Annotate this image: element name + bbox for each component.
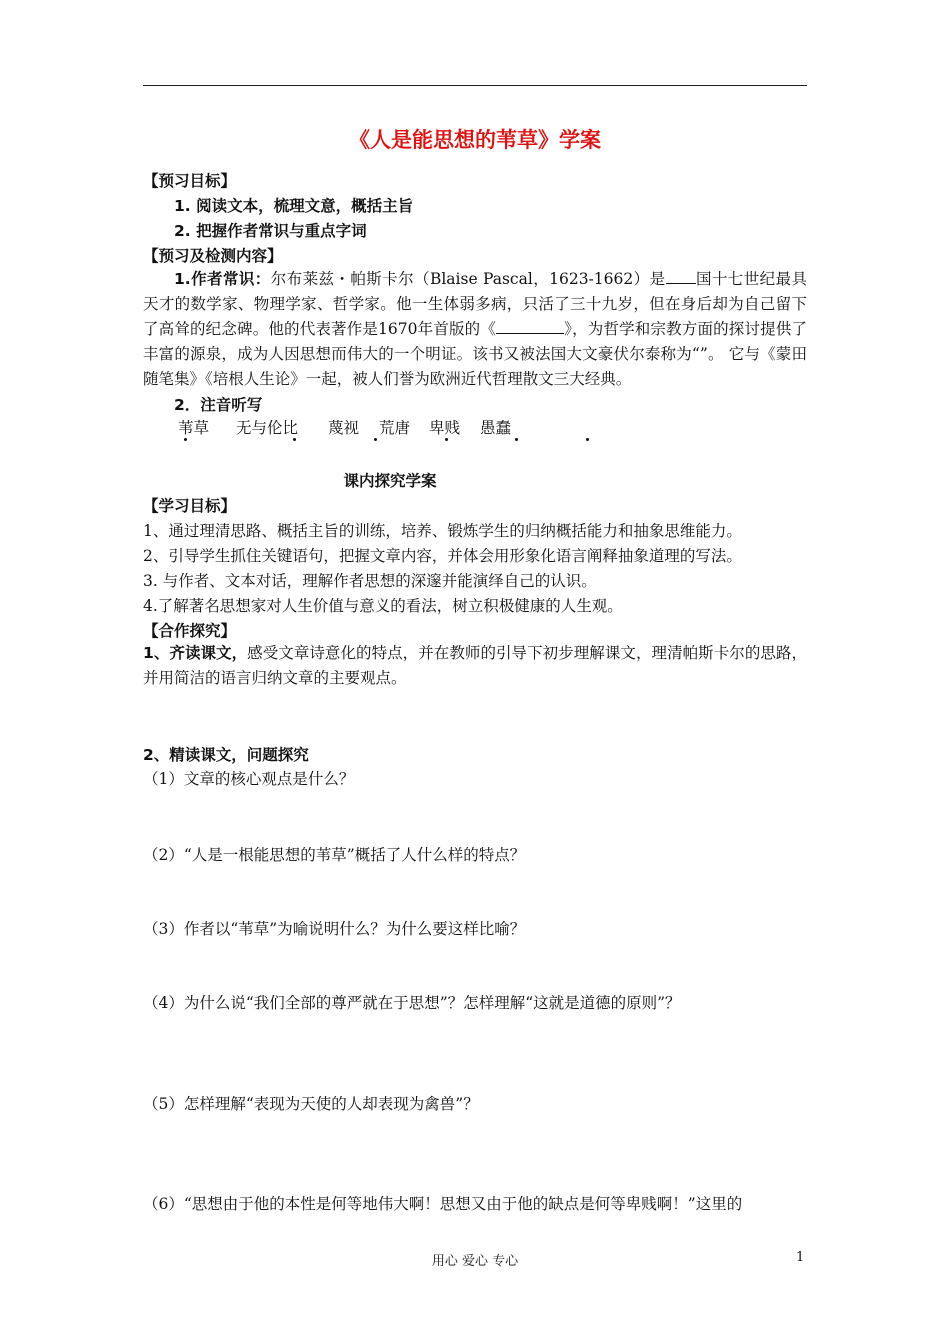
emphasis-dot xyxy=(178,416,193,436)
coop1-text: 感受文章诗意化的特点，并在教师的引导下初步理解课文，理清帕斯卡尔的思路，并用简洁的语言归纳文章的主要观点。 xyxy=(143,644,807,687)
emphasis-dot xyxy=(368,416,383,436)
author-text: 国十七世纪最具天才的数学家、物理学家、哲学家。他一生体弱多病，只活了三十九岁，但在身后却为自己留下了高耸的纪念碑。他的代表著作是1670年首版的《 xyxy=(143,270,807,338)
preview-goal-item: 2. 把握作者常识与重点字词 xyxy=(174,222,367,240)
question-item: （6）“思想由于他的本性是何等地伟大啊！思想又由于他的缺点是何等卑贱啊！”这里的 xyxy=(143,1195,743,1213)
coop1-paragraph xyxy=(143,641,807,691)
question-item: （2）“人是一根能思想的苇草”概括了人什么样的特点？ xyxy=(143,846,526,864)
learning-goal-item: 4.了解著名思想家对人生价值与意义的看法，树立积极健康的人生观。 xyxy=(143,597,623,615)
author-text: ”。 它与《蒙田随笔集》《培根人生论》一起，被人们誉为欧洲近代哲理散文三大经典。 xyxy=(143,345,807,388)
word-item: 无与伦比 xyxy=(236,419,299,437)
question-item: （3）作者以“苇草”为喻说明什么？为什么要这样比喻？ xyxy=(143,920,526,938)
footer-motto: 用心 爱心 专心 xyxy=(431,1254,519,1269)
fill-blank[interactable] xyxy=(666,269,696,284)
fill-blank[interactable] xyxy=(496,319,564,334)
preview-goal-item: 1. 阅读文本，梳理文意，概括主旨 xyxy=(174,197,414,215)
coop2-heading: 2、精读课文，问题探究 xyxy=(143,746,309,764)
question-item: （4）为什么说“我们全部的尊严就在于思想”？怎样理解“这就是道德的原则”？ xyxy=(143,994,681,1012)
learning-goal-item: 1、通过理清思路、概括主旨的训练，培养、锻炼学生的归纳概括能力和抽象思维能力。 xyxy=(143,522,742,540)
learning-goals-heading: 【学习目标】 xyxy=(143,497,237,515)
emphasis-dot xyxy=(439,416,454,436)
word-item: 卑贱 xyxy=(429,419,461,437)
learning-goal-item: 3. 与作者、文本对话，理解作者思想的深邃并能演绎自己的认识。 xyxy=(143,572,597,590)
preview-content-heading: 【预习及检测内容】 xyxy=(143,247,283,265)
page-title: 《人是能思想的苇草》学案 xyxy=(349,128,601,152)
word-item: 蔑视 xyxy=(328,419,360,437)
emphasis-dot xyxy=(509,416,524,436)
author-text: 》，为哲学和宗教方面的探讨提供了丰富的源泉，成为人因思想而伟大的一个明证。该书又被法国大文豪伏尔泰称为“ xyxy=(143,320,807,363)
emphasis-dot xyxy=(580,416,595,436)
question-item: （5）怎样理解“表现为天使的人却表现为禽兽”？ xyxy=(143,1095,479,1113)
author-paragraph xyxy=(143,267,807,392)
word-item: 苇草 xyxy=(178,419,210,437)
header-rule xyxy=(143,85,807,86)
question-item: （1）文章的核心观点是什么？ xyxy=(143,770,355,788)
author-text: 尔布莱兹・帕斯卡尔（Blaise Pascal，1623-1662）是 xyxy=(270,270,666,288)
pinyin-heading: 2．注音听写 xyxy=(174,396,263,414)
inclass-heading: 课内探究学案 xyxy=(343,472,437,490)
word-item: 愚蠢 xyxy=(480,419,512,437)
author-label: 1.作者常识： xyxy=(174,270,271,288)
word-item: 荒唐 xyxy=(379,419,411,437)
learning-goal-item: 2、引导学生抓住关键语句，把握文章内容，并体会用形象化语言阐释抽象道理的写法。 xyxy=(143,547,742,565)
page-number: 1 xyxy=(796,1250,805,1265)
coop-heading: 【合作探究】 xyxy=(143,622,237,640)
coop1-label: 1、齐读课文， xyxy=(143,644,248,662)
preview-goals-heading: 【预习目标】 xyxy=(143,172,237,190)
emphasis-dot xyxy=(287,416,302,436)
